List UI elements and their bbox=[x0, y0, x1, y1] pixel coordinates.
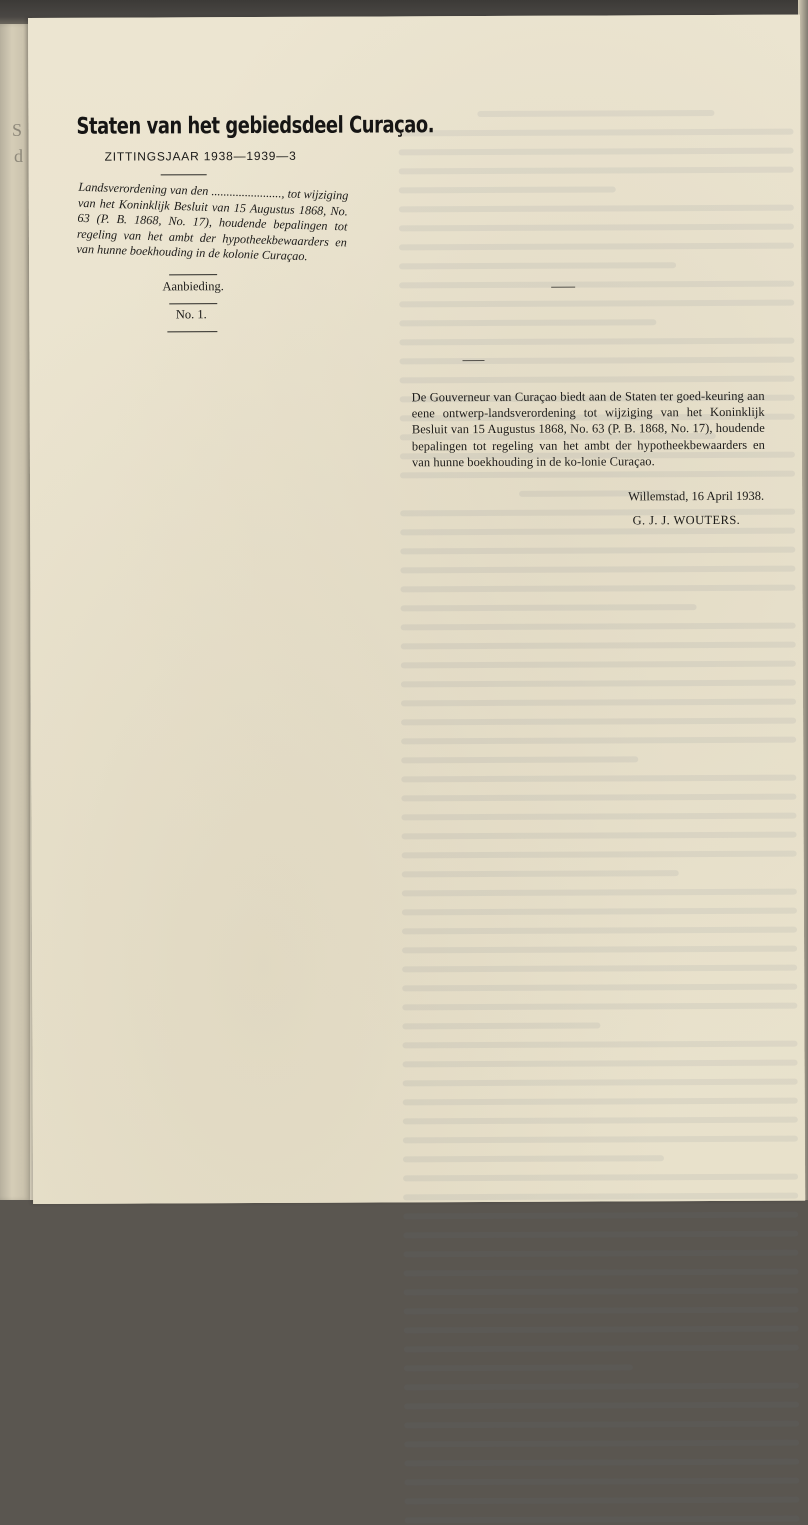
separator-rule bbox=[161, 174, 207, 175]
adjacent-page-glyph: S bbox=[12, 120, 23, 140]
ordinance-title: Landsverordening van den ......................., tot wijziging van het Koninklijk Besluit van 15 Augustus 1868, No. 63 (P. B. 1868, No. 17), houdende bepalingen tot regeling van het ambt der hypotheekbewaarders en van hunne boekhouding in de kolonie Curaçao. bbox=[76, 179, 349, 264]
signature: G. J. J. WOUTERS. bbox=[632, 512, 741, 528]
place-and-date: Willemstad, 16 April 1938. bbox=[628, 488, 765, 504]
document-number: No. 1. bbox=[175, 307, 207, 322]
faint-tick-mark bbox=[551, 287, 575, 288]
reverse-side-bleed-through bbox=[398, 110, 798, 1152]
document-page bbox=[28, 15, 805, 1204]
adjacent-page-edge bbox=[0, 24, 30, 1200]
institution-masthead: Staten van het gebiedsdeel Curaçao. bbox=[76, 112, 435, 140]
governor-letter: De Gouverneur van Curaçao biedt aan de Staten ter goed-keuring aan eene ontwerp-landsverordening tot wijziging van het Koninklijk Besluit van 15 Augustus 1868, No. 63 (P. B. 1868, No. 17), houdende bepalingen tot regeling van het ambt der hypotheekbewaarders en van hunne boekhouding in de ko-lonie Curaçao. bbox=[411, 388, 765, 470]
adjacent-page-glyph: d bbox=[14, 146, 23, 166]
faint-tick-mark bbox=[462, 360, 484, 361]
session-year: ZITTINGSJAAR 1938—1939—3 bbox=[104, 148, 297, 164]
separator-rule bbox=[169, 303, 217, 304]
separator-rule bbox=[169, 274, 217, 275]
separator-rule bbox=[167, 331, 217, 332]
document-type-label: Aanbieding. bbox=[162, 279, 224, 294]
